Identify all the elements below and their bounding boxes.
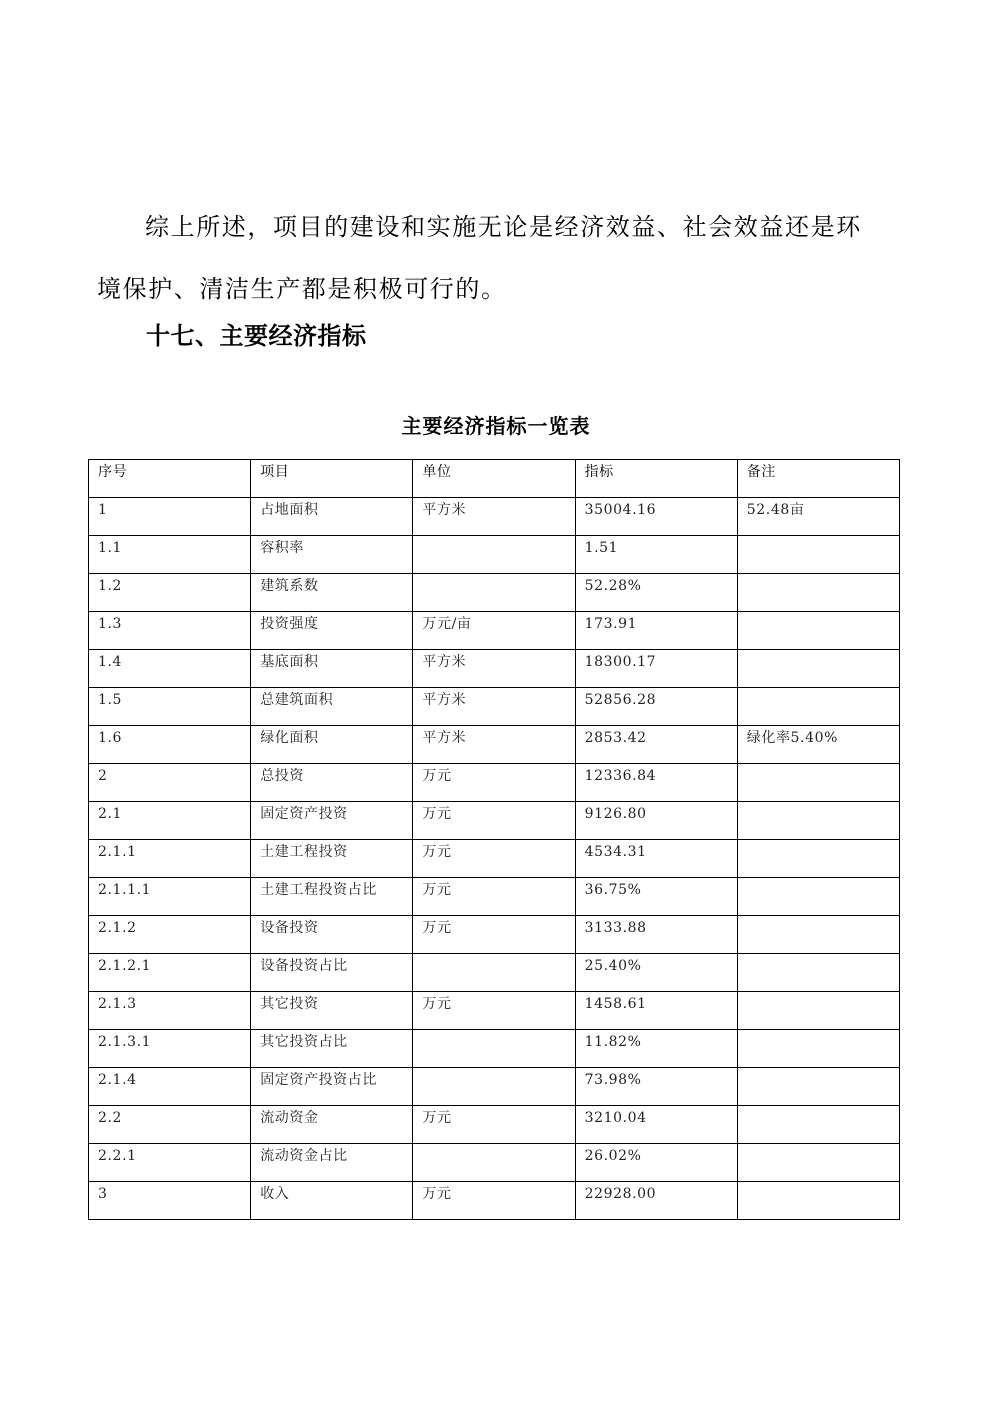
table-body [89, 498, 900, 1220]
cell-unit: 万元 [413, 1106, 575, 1144]
cell-value: 25.40% [575, 954, 737, 992]
header-note: 备注 [737, 460, 899, 498]
cell-index: 2.1.1 [89, 840, 251, 878]
cell-index: 2 [89, 764, 251, 802]
cell-value: 2853.42 [575, 726, 737, 764]
cell-value: 12336.84 [575, 764, 737, 802]
cell-unit [413, 954, 575, 992]
cell-index: 2.1 [89, 802, 251, 840]
table-header-row [89, 460, 900, 498]
economic-indicators-table [88, 459, 900, 1220]
cell-index: 2.1.1.1 [89, 878, 251, 916]
cell-item: 总建筑面积 [251, 688, 413, 726]
cell-item: 占地面积 [251, 498, 413, 536]
cell-item: 流动资金占比 [251, 1144, 413, 1182]
table-row [89, 916, 900, 954]
table-row [89, 574, 900, 612]
cell-unit: 万元 [413, 802, 575, 840]
cell-item: 设备投资 [251, 916, 413, 954]
cell-note [737, 764, 899, 802]
cell-index: 2.2.1 [89, 1144, 251, 1182]
cell-note [737, 802, 899, 840]
table-row [89, 1182, 900, 1220]
cell-index: 1.5 [89, 688, 251, 726]
cell-index: 1 [89, 498, 251, 536]
cell-item: 容积率 [251, 536, 413, 574]
table-row [89, 1144, 900, 1182]
cell-note [737, 536, 899, 574]
table-row [89, 1030, 900, 1068]
cell-value: 52856.28 [575, 688, 737, 726]
cell-index: 2.1.4 [89, 1068, 251, 1106]
table-row [89, 650, 900, 688]
cell-note: 52.48亩 [737, 498, 899, 536]
table-row [89, 764, 900, 802]
cell-item: 固定资产投资 [251, 802, 413, 840]
cell-value: 1.51 [575, 536, 737, 574]
cell-value: 73.98% [575, 1068, 737, 1106]
cell-value: 35004.16 [575, 498, 737, 536]
cell-note [737, 574, 899, 612]
cell-unit: 平方米 [413, 650, 575, 688]
cell-index: 2.1.2 [89, 916, 251, 954]
cell-value: 11.82% [575, 1030, 737, 1068]
cell-item: 土建工程投资占比 [251, 878, 413, 916]
cell-value: 3210.04 [575, 1106, 737, 1144]
cell-item: 基底面积 [251, 650, 413, 688]
header-value: 指标 [575, 460, 737, 498]
cell-value: 4534.31 [575, 840, 737, 878]
cell-note [737, 1030, 899, 1068]
table-row [89, 536, 900, 574]
cell-note [737, 612, 899, 650]
cell-index: 2.2 [89, 1106, 251, 1144]
cell-note [737, 916, 899, 954]
table-row [89, 1068, 900, 1106]
cell-unit: 万元 [413, 1182, 575, 1220]
cell-unit [413, 1144, 575, 1182]
cell-note [737, 1068, 899, 1106]
cell-unit [413, 1068, 575, 1106]
cell-note [737, 1106, 899, 1144]
cell-unit: 万元 [413, 916, 575, 954]
cell-note [737, 650, 899, 688]
cell-note [737, 1144, 899, 1182]
cell-item: 收入 [251, 1182, 413, 1220]
table-row [89, 612, 900, 650]
table-row [89, 726, 900, 764]
cell-index: 3 [89, 1182, 251, 1220]
table-row [89, 992, 900, 1030]
cell-index: 1.3 [89, 612, 251, 650]
section-heading: 十七、主要经济指标 [146, 322, 367, 350]
cell-value: 26.02% [575, 1144, 737, 1182]
cell-item: 其它投资 [251, 992, 413, 1030]
cell-index: 1.1 [89, 536, 251, 574]
cell-note [737, 954, 899, 992]
cell-value: 22928.00 [575, 1182, 737, 1220]
cell-unit: 万元 [413, 878, 575, 916]
summary-paragraph: 综上所述，项目的建设和实施无论是经济效益、社会效益还是环境保护、清洁生产都是积极可行的。 [97, 213, 862, 303]
cell-index: 1.2 [89, 574, 251, 612]
cell-value: 18300.17 [575, 650, 737, 688]
cell-value: 36.75% [575, 878, 737, 916]
cell-item: 设备投资占比 [251, 954, 413, 992]
table-title: 主要经济指标一览表 [401, 414, 591, 438]
header-unit: 单位 [413, 460, 575, 498]
cell-value: 52.28% [575, 574, 737, 612]
cell-note: 绿化率5.40% [737, 726, 899, 764]
cell-value: 1458.61 [575, 992, 737, 1030]
cell-item: 其它投资占比 [251, 1030, 413, 1068]
cell-item: 投资强度 [251, 612, 413, 650]
table-row [89, 802, 900, 840]
table-row [89, 954, 900, 992]
table-row [89, 840, 900, 878]
cell-index: 2.1.2.1 [89, 954, 251, 992]
cell-note [737, 878, 899, 916]
cell-unit: 万元 [413, 840, 575, 878]
cell-unit: 万元/亩 [413, 612, 575, 650]
cell-unit: 万元 [413, 992, 575, 1030]
cell-unit: 万元 [413, 764, 575, 802]
table-row [89, 688, 900, 726]
cell-item: 固定资产投资占比 [251, 1068, 413, 1106]
header-item: 项目 [251, 460, 413, 498]
table-row [89, 498, 900, 536]
cell-item: 总投资 [251, 764, 413, 802]
cell-note [737, 840, 899, 878]
table-row [89, 878, 900, 916]
cell-item: 建筑系数 [251, 574, 413, 612]
cell-unit [413, 1030, 575, 1068]
cell-unit: 平方米 [413, 688, 575, 726]
cell-unit: 平方米 [413, 498, 575, 536]
cell-index: 1.6 [89, 726, 251, 764]
cell-value: 9126.80 [575, 802, 737, 840]
cell-note [737, 992, 899, 1030]
cell-unit [413, 574, 575, 612]
cell-index: 2.1.3 [89, 992, 251, 1030]
cell-unit: 平方米 [413, 726, 575, 764]
cell-note [737, 1182, 899, 1220]
cell-value: 173.91 [575, 612, 737, 650]
cell-item: 绿化面积 [251, 726, 413, 764]
table-row [89, 1106, 900, 1144]
cell-item: 土建工程投资 [251, 840, 413, 878]
cell-item: 流动资金 [251, 1106, 413, 1144]
cell-note [737, 688, 899, 726]
cell-unit [413, 536, 575, 574]
cell-value: 3133.88 [575, 916, 737, 954]
cell-index: 2.1.3.1 [89, 1030, 251, 1068]
cell-index: 1.4 [89, 650, 251, 688]
header-index: 序号 [89, 460, 251, 498]
